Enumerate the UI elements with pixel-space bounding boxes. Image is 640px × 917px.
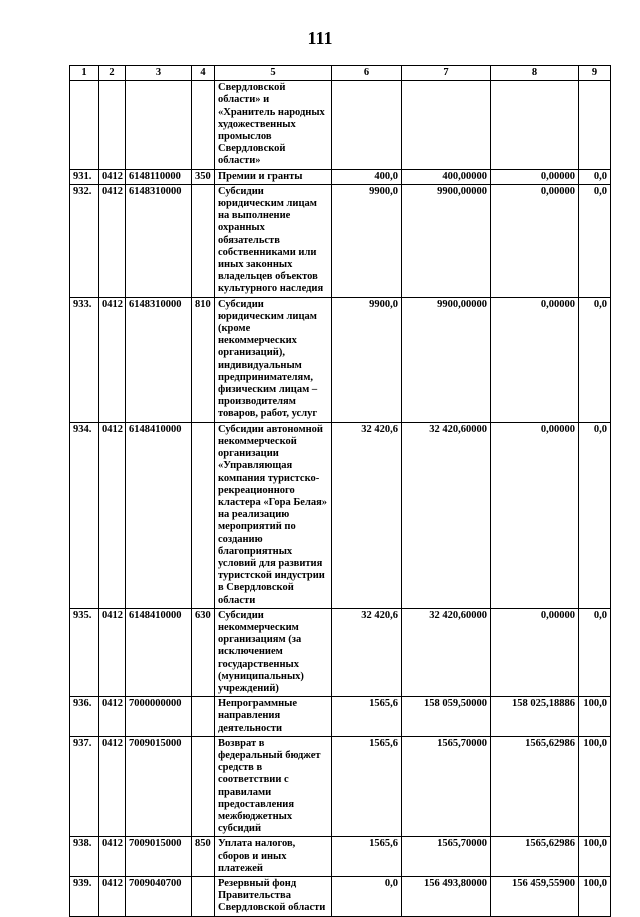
row-vr: 630	[192, 608, 215, 696]
row-col6: 32 420,6	[332, 608, 402, 696]
table-row	[70, 877, 611, 917]
row-code: 7009015000	[126, 837, 192, 877]
page-number: 111	[307, 28, 333, 48]
row-name: Свердловской области» и «Хранитель народных художественных промыслов Свердловской области»	[215, 81, 332, 169]
row-col9: 100,0	[579, 697, 611, 737]
row-col8: 0,00000	[491, 169, 579, 184]
table-row	[70, 169, 611, 184]
table-row	[70, 608, 611, 696]
row-vr	[192, 422, 215, 608]
row-col8: 156 459,55900	[491, 877, 579, 917]
row-col9: 100,0	[579, 837, 611, 877]
row-section: 0412	[99, 697, 126, 737]
row-col9: 0,0	[579, 184, 611, 297]
table-row	[70, 837, 611, 877]
row-name: Премии и гранты	[215, 169, 332, 184]
table-row	[70, 736, 611, 837]
row-vr	[192, 697, 215, 737]
row-vr: 810	[192, 297, 215, 422]
row-col6: 0,0	[332, 877, 402, 917]
row-number: 939.	[70, 877, 99, 917]
row-col9: 0,0	[579, 169, 611, 184]
row-code: 6148110000	[126, 169, 192, 184]
row-code: 7000000000	[126, 697, 192, 737]
header-cell: 4	[192, 66, 215, 81]
row-name: Субсидии юридическим лицам (кроме некоммерческих организаций), индивидуальным предпринимателям, физическим лицам – производителям товаров, работ, услуг	[215, 297, 332, 422]
row-vr	[192, 736, 215, 837]
row-vr: 350	[192, 169, 215, 184]
row-col7: 9900,00000	[402, 184, 491, 297]
row-number: 933.	[70, 297, 99, 422]
row-col9: 0,0	[579, 422, 611, 608]
row-name: Уплата налогов, сборов и иных платежей	[215, 837, 332, 877]
row-col6: 1565,6	[332, 697, 402, 737]
row-col7: 1565,70000	[402, 837, 491, 877]
row-col8: 1565,62986	[491, 837, 579, 877]
row-section: 0412	[99, 736, 126, 837]
table-row	[70, 422, 611, 608]
row-number: 931.	[70, 169, 99, 184]
header-cell: 7	[402, 66, 491, 81]
row-section: 0412	[99, 608, 126, 696]
row-section: 0412	[99, 422, 126, 608]
row-col8: 158 025,18886	[491, 697, 579, 737]
row-vr	[192, 184, 215, 297]
header-row	[70, 66, 611, 81]
row-col6: 9900,0	[332, 297, 402, 422]
row-name: Резервный фонд Правительства Свердловской области	[215, 877, 332, 917]
row-code: 6148310000	[126, 297, 192, 422]
row-name: Субсидии некоммерческим организациям (за исключением государственных (муниципальных) учреждений)	[215, 608, 332, 696]
table-row	[70, 297, 611, 422]
row-code: 6148410000	[126, 422, 192, 608]
row-section: 0412	[99, 837, 126, 877]
budget-table	[69, 65, 611, 917]
row-code: 6148310000	[126, 184, 192, 297]
row-col9: 100,0	[579, 877, 611, 917]
row-col7: 156 493,80000	[402, 877, 491, 917]
header-cell: 9	[579, 66, 611, 81]
row-section: 0412	[99, 169, 126, 184]
header-cell: 2	[99, 66, 126, 81]
row-col8: 0,00000	[491, 184, 579, 297]
row-vr	[192, 877, 215, 917]
header-cell: 6	[332, 66, 402, 81]
continuation-row	[70, 81, 611, 169]
row-col6: 9900,0	[332, 184, 402, 297]
header-cell: 3	[126, 66, 192, 81]
row-col6: 1565,6	[332, 736, 402, 837]
header-cell: 1	[70, 66, 99, 81]
row-number: 936.	[70, 697, 99, 737]
row-col9: 0,0	[579, 297, 611, 422]
table-row	[70, 697, 611, 737]
table-row	[70, 184, 611, 297]
row-col6: 1565,6	[332, 837, 402, 877]
row-number: 937.	[70, 736, 99, 837]
row-col7: 9900,00000	[402, 297, 491, 422]
row-number: 935.	[70, 608, 99, 696]
row-name: Субсидии юридическим лицам на выполнение охранных обязательств собственниками или иных законных владельцев объектов культурного наследия	[215, 184, 332, 297]
row-section: 0412	[99, 877, 126, 917]
row-section: 0412	[99, 184, 126, 297]
row-number: 938.	[70, 837, 99, 877]
row-col6: 32 420,6	[332, 422, 402, 608]
row-col7: 400,00000	[402, 169, 491, 184]
row-section: 0412	[99, 297, 126, 422]
header-cell: 8	[491, 66, 579, 81]
row-col9: 0,0	[579, 608, 611, 696]
row-col8: 0,00000	[491, 422, 579, 608]
row-number: 934.	[70, 422, 99, 608]
row-vr: 850	[192, 837, 215, 877]
row-col7: 32 420,60000	[402, 608, 491, 696]
row-code: 7009015000	[126, 736, 192, 837]
row-col9: 100,0	[579, 736, 611, 837]
row-col7: 1565,70000	[402, 736, 491, 837]
row-number: 932.	[70, 184, 99, 297]
row-col8: 0,00000	[491, 297, 579, 422]
header-cell: 5	[215, 66, 332, 81]
row-name: Субсидии автономной некоммерческой организации «Управляющая компания туристско-рекреационного кластера «Гора Белая» на реализацию мероприятий по созданию благоприятных условий для развития туристской индустрии в Свердловской области	[215, 422, 332, 608]
row-code: 6148410000	[126, 608, 192, 696]
row-col8: 1565,62986	[491, 736, 579, 837]
row-col6: 400,0	[332, 169, 402, 184]
row-col7: 32 420,60000	[402, 422, 491, 608]
row-name: Непрограммные направления деятельности	[215, 697, 332, 737]
row-code: 7009040700	[126, 877, 192, 917]
row-col8: 0,00000	[491, 608, 579, 696]
row-col7: 158 059,50000	[402, 697, 491, 737]
row-name: Возврат в федеральный бюджет средств в соответствии с правилами предоставления межбюджетных субсидий	[215, 736, 332, 837]
